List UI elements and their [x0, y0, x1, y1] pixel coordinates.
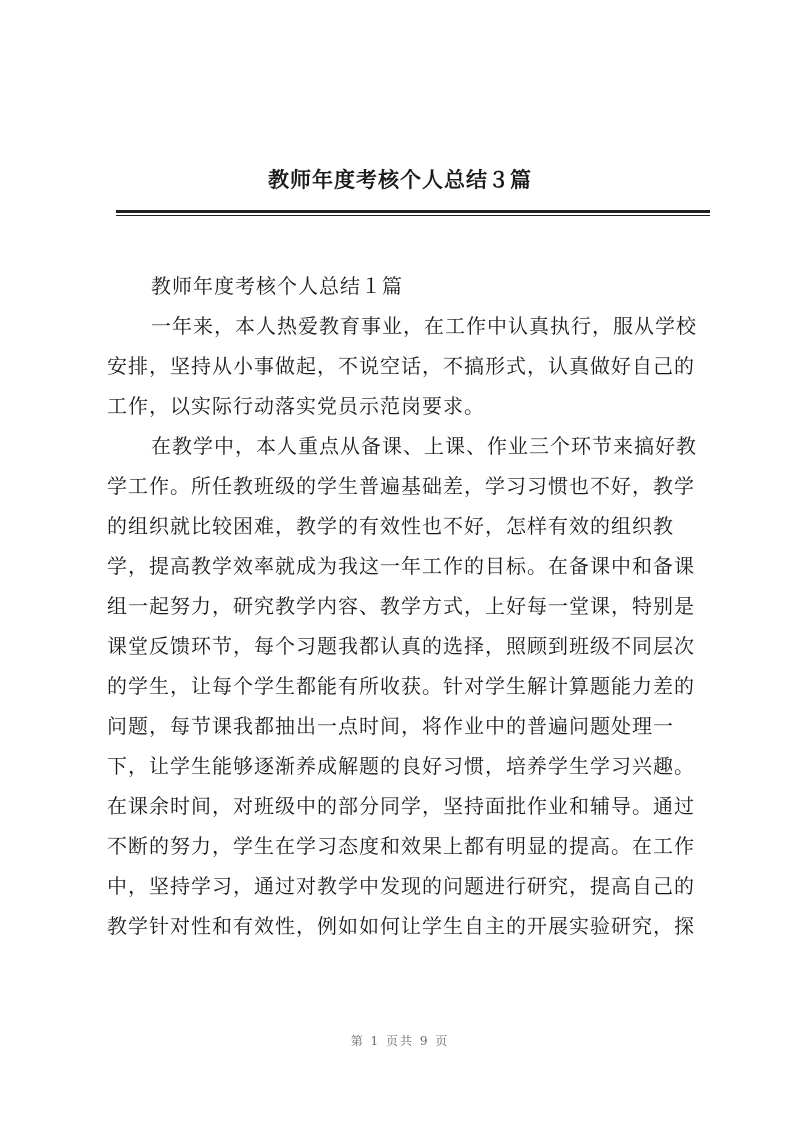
page-title: 教师年度考核个人总结３篇	[268, 167, 532, 192]
text-line: 教学针对性和有效性，例如如何让学生自主的开展实验研究，探	[107, 914, 695, 938]
text-line: 组一起努力，研究教学内容、教学方式，上好每一堂课，特别是	[107, 594, 695, 618]
page-number: 第 1 页共 9 页	[350, 1034, 450, 1048]
document-body	[107, 266, 707, 946]
text-line: 下，让学生能够逐渐养成解题的良好习惯，培养学生学习兴趣。	[107, 754, 695, 778]
text-line: 的学生，让每个学生都能有所收获。针对学生解计算题能力差的	[107, 674, 695, 698]
text-line: 在教学中，本人重点从备课、上课、作业三个环节来搞好教	[151, 434, 697, 458]
text-line: 工作，以实际行动落实党员示范岗要求。	[107, 394, 485, 418]
text-line: 问题，每节课我都抽出一点时间，将作业中的普遍问题处理一	[107, 714, 674, 738]
section-heading: 教师年度考核个人总结１篇	[151, 274, 403, 298]
text-line: 的组织就比较困难，教学的有效性也不好，怎样有效的组织教	[107, 514, 674, 538]
title-divider-thick	[116, 210, 710, 213]
text-line: 不断的努力，学生在学习态度和效果上都有明显的提高。在工作	[107, 834, 695, 858]
text-line: 在课余时间，对班级中的部分同学，坚持面批作业和辅导。通过	[107, 794, 695, 818]
text-line: 课堂反馈环节，每个习题我都认真的选择，照顾到班级不同层次	[107, 634, 695, 658]
text-line: 学工作。所任教班级的学生普遍基础差，学习习惯也不好，教学	[107, 474, 695, 498]
text-line: 安排，坚持从小事做起，不说空话，不搞形式，认真做好自己的	[107, 354, 695, 378]
text-line: 中，坚持学习，通过对教学中发现的问题进行研究，提高自己的	[107, 874, 695, 898]
text-line: 学，提高教学效率就成为我这一年工作的目标。在备课中和备课	[107, 554, 695, 578]
title-divider-thin	[116, 215, 710, 216]
text-line: 一年来，本人热爱教育事业，在工作中认真执行，服从学校	[151, 314, 697, 338]
